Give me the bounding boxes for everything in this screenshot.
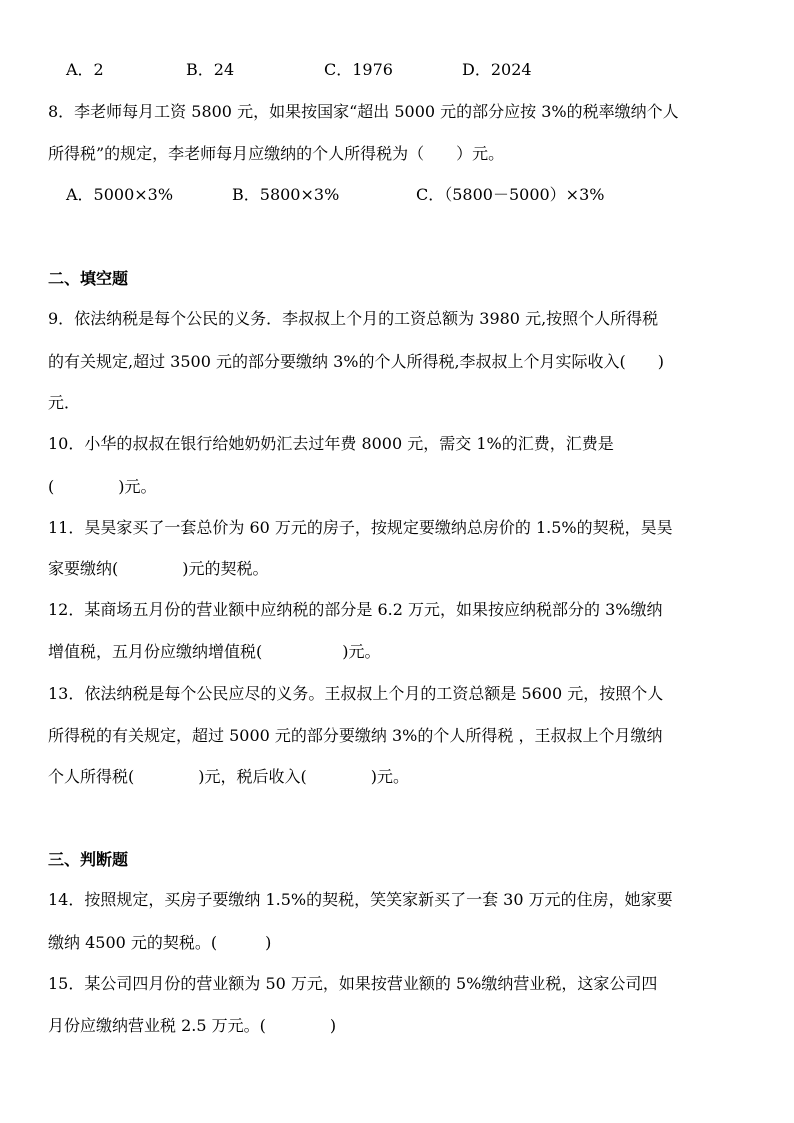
q15-line-1: 15．某公司四月份的营业额为 50 万元，如果按营业额的 5%缴纳营业税，这家公司四 xyxy=(48,974,658,993)
q8-line-1: 8．李老师每月工资 5800 元，如果按国家“超出 5000 元的部分应按 3%的税率缴纳个人 xyxy=(48,102,679,121)
q7-option-d: D．2024 xyxy=(462,60,532,79)
q12-line-2: 增值税，五月份应缴纳增值税( )元。 xyxy=(48,642,381,661)
q7-option-c: C．1976 xyxy=(324,60,393,79)
q13-line-2: 所得税的有关规定，超过 5000 元的部分要缴纳 3%的个人所得税 ，王叔叔上个月缴纳 xyxy=(48,726,663,745)
section-2-title: 二、填空题 xyxy=(48,269,129,288)
q7-option-a: A．2 xyxy=(66,60,104,79)
q9-line-1: 9．依法纳税是每个公民的义务．李叔叔上个月的工资总额为 3980 元,按照个人所得税 xyxy=(48,309,659,328)
q12-line-1: 12．某商场五月份的营业额中应纳税的部分是 6.2 万元，如果按应纳税部分的 3%缴纳 xyxy=(48,600,663,619)
section-3-title: 三、判断题 xyxy=(48,850,129,869)
q11-line-2: 家要缴纳( )元的契税。 xyxy=(48,559,269,578)
q10-line-1: 10．小华的叔叔在银行给她奶奶汇去过年费 8000 元，需交 1%的汇费，汇费是 xyxy=(48,434,614,453)
q13-line-3: 个人所得税( )元，税后收入( )元。 xyxy=(48,767,409,786)
q8-option-c: C．（5800－5000）×3% xyxy=(416,185,605,204)
q9-line-3: 元． xyxy=(48,393,81,412)
q8-option-b: B．5800×3% xyxy=(232,185,340,204)
q15-line-2: 月份应缴纳营业税 2.5 万元。( ) xyxy=(48,1016,337,1035)
q13-line-1: 13．依法纳税是每个公民应尽的义务。王叔叔上个月的工资总额是 5600 元，按照个人 xyxy=(48,684,664,703)
q9-line-2: 的有关规定,超过 3500 元的部分要缴纳 3%的个人所得税,李叔叔上个月实际收入( ) xyxy=(48,352,665,371)
q8-option-a: A．5000×3% xyxy=(66,185,174,204)
q11-line-1: 11．昊昊家买了一套总价为 60 万元的房子，按规定要缴纳总房价的 1.5%的契税，昊昊 xyxy=(48,518,673,537)
q14-line-2: 缴纳 4500 元的契税。( ) xyxy=(48,933,272,952)
q8-line-2: 所得税”的规定，李老师每月应缴纳的个人所得税为（ ）元。 xyxy=(48,144,505,163)
q7-option-b: B．24 xyxy=(186,60,235,79)
q10-line-2: ( )元。 xyxy=(48,477,157,496)
q14-line-1: 14．按照规定，买房子要缴纳 1.5%的契税，笑笑家新买了一套 30 万元的住房，她家要 xyxy=(48,890,673,909)
